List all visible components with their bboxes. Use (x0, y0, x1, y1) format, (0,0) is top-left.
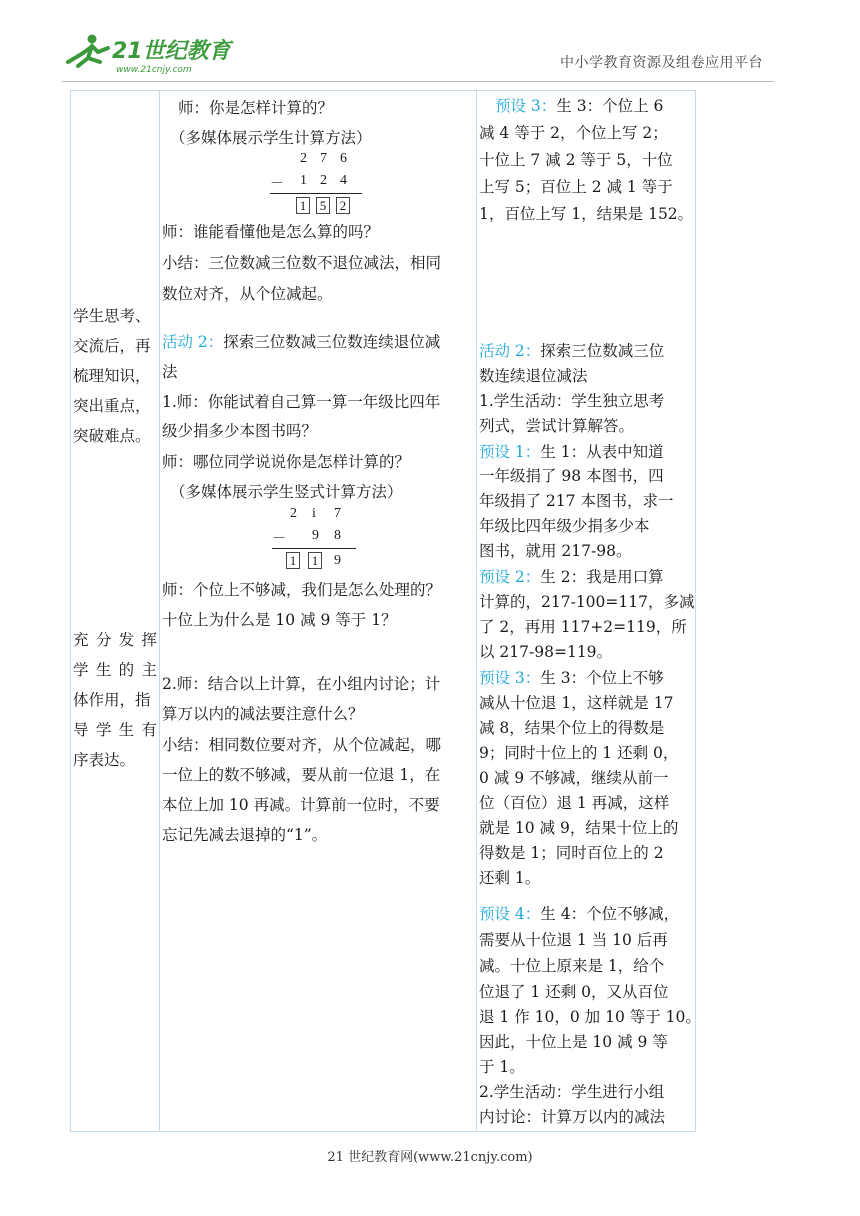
preset-label: 预设 3： (479, 669, 541, 687)
teacher-line: 师：个位上不够减，我们是怎么处理的？ (162, 581, 442, 599)
intent-line: 导学生有 (73, 721, 157, 739)
preset-label: 预设 2： (479, 568, 541, 586)
vertical-calc-1 (270, 151, 365, 217)
student-line (479, 340, 664, 363)
calc-digit: 2 (300, 151, 307, 166)
preset-label: 预设 1： (479, 443, 541, 461)
intent-line: 梳理知识， (73, 367, 151, 385)
teacher-line: 2.师：结合以上计算，在小组内讨论；计 (162, 675, 441, 693)
teacher-line: 师：哪位同学说说你是怎样计算的？ (162, 453, 411, 471)
activity-title: 探索三位数减三位 (540, 342, 665, 360)
student-line: 减。十位上原来是 1，给个 (479, 957, 665, 975)
student-line (479, 441, 664, 464)
design-intent-cell (71, 91, 160, 1132)
student-line (495, 95, 663, 118)
header-divider (62, 81, 774, 82)
intent-line: 体作用，指 (73, 691, 151, 709)
calc-digit: 2 (290, 506, 297, 521)
runner-icon (68, 35, 108, 67)
student-line: 于 1。 (479, 1058, 525, 1076)
vertical-calc-2 (272, 506, 367, 572)
calc-line (272, 548, 356, 549)
student-line: 减 8，结果个位上的得数是 (479, 719, 665, 737)
teacher-line: （多媒体展示学生竖式计算方法） (170, 483, 403, 501)
student-line (479, 667, 664, 690)
intent-line: 序表达。 (73, 751, 136, 769)
student-line: 就是 10 减 9，结果十位上的 (479, 819, 679, 837)
student-line: 计算的，217-100=117，多减 (479, 593, 695, 611)
intent-line: 突出重点， (73, 397, 151, 415)
student-line: 上写 5；百位上 2 减 1 等于 (479, 178, 673, 196)
student-activity-cell (477, 91, 701, 1132)
student-line: 减从十位退 1，这样就是 17 (479, 694, 674, 712)
svg-text:21世纪教育: 21世纪教育 (112, 39, 231, 64)
activity-label: 活动 2： (479, 342, 541, 360)
calc-digit: 8 (334, 528, 341, 543)
teacher-line: 小结：三位数减三位数不退位减法，相同 (162, 254, 442, 272)
minus-sign: － (270, 177, 284, 192)
student-line: 数连续退位减法 (479, 367, 588, 385)
student-line: 9；同时十位上的 1 还剩 0， (479, 744, 679, 762)
preset-text: 生 4：个位不够减， (540, 905, 680, 923)
teacher-line: （多媒体展示学生计算方法） (170, 129, 372, 147)
site-logo (62, 32, 242, 76)
intent-line: 交流后，再 (73, 337, 151, 355)
result-box: 1 (296, 197, 310, 214)
student-line: 内讨论：计算万以内的减法 (479, 1108, 666, 1126)
preset-text: 生 3：个位上不够 (540, 669, 664, 687)
student-line: 因此，十位上是 10 减 9 等 (479, 1033, 668, 1051)
intent-line: 学生思考、 (73, 307, 151, 325)
minus-sign: － (272, 532, 286, 547)
preset-text: 生 1：从表中知道 (540, 443, 664, 461)
page-footer: 21 世纪教育网(www.21cnjy.com) (327, 1150, 533, 1165)
student-line: 1.学生活动：学生独立思考 (479, 392, 665, 410)
preset-text: 生 3：个位上 6 (556, 97, 664, 115)
student-line: 2.学生活动：学生进行小组 (479, 1083, 665, 1101)
student-line: 还剩 1。 (479, 869, 541, 887)
intent-line: 充分发挥 (73, 631, 157, 649)
student-line: 了 2，再用 117+2=119，所 (479, 618, 687, 636)
preset-label: 预设 4： (479, 905, 541, 923)
result-box: 2 (336, 197, 350, 214)
activity-label: 活动 2： (162, 333, 224, 351)
result-box: 1 (308, 552, 322, 569)
preset-text: 生 2：我是用口算 (540, 568, 664, 586)
student-line: 需要从十位退 1 当 10 后再 (479, 931, 668, 949)
teacher-line: 本位上加 10 再减。计算前一位时，不要 (162, 796, 440, 814)
svg-text:www.21cnjy.com: www.21cnjy.com (116, 65, 192, 75)
platform-name: 中小学教育资源及组卷应用平台 (560, 55, 763, 71)
student-line: 得数是 1；同时百位上的 2 (479, 844, 664, 862)
student-line: 退 1 作 10，0 加 10 等于 10。 (479, 1008, 701, 1026)
calc-digit: 2 (320, 173, 327, 188)
calc-digit: 9 (334, 553, 341, 568)
student-line (479, 566, 664, 589)
student-line: 列式，尝试计算解答。 (479, 417, 635, 435)
teacher-activity-cell (160, 91, 477, 1132)
teacher-line: 一位上的数不够减，要从前一位退 1，在 (162, 766, 441, 784)
student-line: 年级比四年级少捐多少本 (479, 517, 650, 535)
student-line: 图书，就用 217-98。 (479, 542, 632, 560)
student-line: 0 减 9 不够减，继续从前一 (479, 769, 669, 787)
result-box: 5 (316, 197, 330, 214)
teacher-line: 算万以内的减法要注意什么？ (162, 705, 364, 723)
student-line: 1，百位上写 1，结果是 152。 (479, 205, 694, 223)
teacher-line: 师：谁能看懂他是怎么算的吗？ (162, 223, 380, 241)
student-line: 位（百位）退 1 再减，这样 (479, 794, 670, 812)
student-line: 年级捐了 217 本图书，求一 (479, 492, 674, 510)
preset-label: 预设 3： (495, 97, 557, 115)
calc-digit: 9 (312, 528, 319, 543)
student-line: 十位上 7 减 2 等于 5，十位 (479, 151, 673, 169)
teacher-line: 十位上为什么是 10 减 9 等于 1？ (162, 611, 397, 629)
student-line: 以 217-98=119。 (479, 643, 613, 661)
result-box: 1 (286, 552, 300, 569)
calc-digit: 6 (340, 151, 347, 166)
teacher-line: 小结：相同数位要对齐，从个位减起，哪 (162, 736, 442, 754)
teacher-line: 1.师：你能试着自己算一算一年级比四年 (162, 393, 441, 411)
calc-line (270, 193, 362, 194)
teacher-line: 法 (162, 363, 178, 381)
teacher-line: 数位对齐，从个位减起。 (162, 285, 333, 303)
calc-digit: 4 (340, 173, 347, 188)
teacher-line: 级少捐多少本图书吗？ (162, 422, 318, 440)
activity-heading (162, 331, 440, 354)
lesson-table (70, 90, 701, 1132)
activity-title: 探索三位数减三位数连续退位减 (223, 333, 441, 351)
intent-line: 学生的主 (73, 661, 157, 679)
calc-digit: 1 (300, 173, 307, 188)
teacher-line: 忘记先减去退掉的“1”。 (162, 826, 328, 844)
calc-digit: 7 (334, 506, 341, 521)
student-line: 一年级捐了 98 本图书，四 (479, 467, 664, 485)
intent-line: 突破难点。 (73, 427, 151, 445)
teacher-line: 师：你是怎样计算的？ (178, 99, 334, 117)
calc-digit: 7 (320, 151, 327, 166)
calc-digit: i (312, 506, 316, 521)
student-line: 减 4 等于 2，个位上写 2； (479, 124, 668, 142)
student-line: 位退了 1 还剩 0，又从百位 (479, 983, 669, 1001)
student-line (479, 903, 679, 926)
